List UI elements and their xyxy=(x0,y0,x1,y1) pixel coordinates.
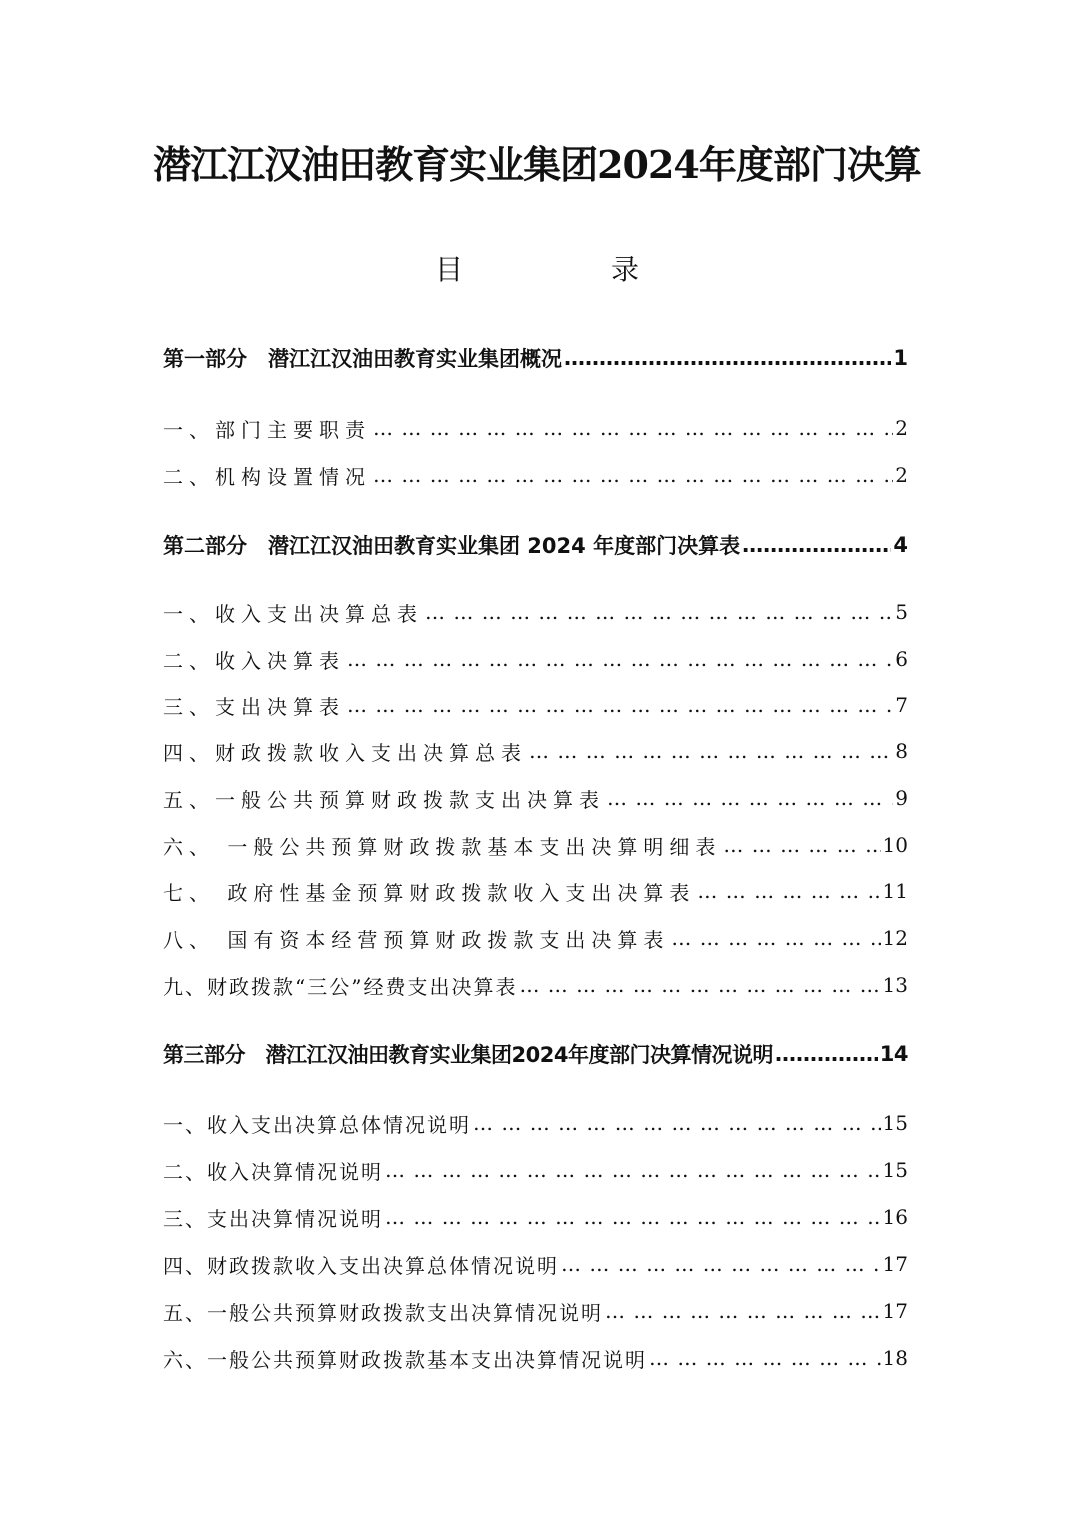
dot-leader xyxy=(347,693,893,717)
toc-entry-label: 一、收入支出决算总表 xyxy=(163,601,423,626)
toc-page-number: 7 xyxy=(895,693,908,717)
toc-item[interactable] xyxy=(163,685,908,725)
dot-leader xyxy=(697,879,880,903)
toc-heading: 目 录 xyxy=(434,253,699,286)
dot-leader xyxy=(373,416,893,440)
toc-page-number: 5 xyxy=(895,600,908,624)
dot-leader xyxy=(385,1158,881,1182)
toc-page-number: 1 xyxy=(893,346,908,370)
toc-part-1[interactable] xyxy=(163,338,908,378)
toc-item[interactable] xyxy=(163,778,908,818)
toc-page-number: 14 xyxy=(879,1042,908,1066)
dot-leader xyxy=(561,1252,881,1276)
toc-entry-label: 七、 政府性基金预算财政拨款收入支出决算表 xyxy=(163,880,696,905)
toc-item[interactable] xyxy=(163,1291,908,1331)
toc-item[interactable] xyxy=(163,1103,908,1143)
toc-page-number: 13 xyxy=(882,973,908,997)
toc-page-number: 15 xyxy=(882,1111,908,1135)
toc-page-number: 2 xyxy=(895,416,908,440)
toc-item[interactable] xyxy=(163,871,908,911)
dot-leader xyxy=(373,463,893,487)
dot-leader xyxy=(385,1205,881,1229)
toc-entry-label: 二、收入决算情况说明 xyxy=(163,1159,383,1184)
toc-page-number: 17 xyxy=(882,1299,908,1323)
dot-leader xyxy=(742,533,891,557)
toc-entry-label: 第一部分 潜江江汉油田教育实业集团概况 xyxy=(163,347,562,371)
toc-page-number: 9 xyxy=(895,786,908,810)
toc-page-number: 11 xyxy=(882,879,908,903)
toc-item[interactable] xyxy=(163,1150,908,1190)
toc-item[interactable] xyxy=(163,825,908,865)
toc-item[interactable] xyxy=(163,918,908,958)
toc-item[interactable] xyxy=(163,1244,908,1284)
toc-entry-label: 六、 一般公共预算财政拨款基本支出决算明细表 xyxy=(163,834,722,859)
toc-page-number: 17 xyxy=(882,1252,908,1276)
toc-entry-label: 二、机构设置情况 xyxy=(163,464,371,489)
toc-item[interactable] xyxy=(163,965,908,1005)
toc-item[interactable] xyxy=(163,731,908,771)
dot-leader xyxy=(347,647,893,671)
toc-entry-label: 四、财政拨款收入支出决算总表 xyxy=(163,740,527,765)
toc-page-number: 8 xyxy=(895,739,908,763)
toc-entry-label: 五、一般公共预算财政拨款支出决算表 xyxy=(163,787,605,812)
dot-leader xyxy=(671,926,880,950)
toc-page-number: 2 xyxy=(895,463,908,487)
toc-entry-label: 一、部门主要职责 xyxy=(163,417,371,442)
toc-entry-label: 五、一般公共预算财政拨款支出决算情况说明 xyxy=(163,1300,603,1325)
toc-item[interactable] xyxy=(163,639,908,679)
toc-entry-label: 第三部分 潜江江汉油田教育实业集团2024年度部门决算情况说明 xyxy=(163,1043,773,1067)
toc-entry-label: 第二部分 潜江江汉油田教育实业集团 2024 年度部门决算表 xyxy=(163,534,741,558)
toc-part-3[interactable] xyxy=(163,1034,908,1074)
dot-leader xyxy=(723,833,880,857)
toc-page-number: 4 xyxy=(893,533,908,557)
dot-leader xyxy=(775,1042,878,1066)
toc-item[interactable] xyxy=(163,1338,908,1378)
toc-entry-label: 三、支出决算情况说明 xyxy=(163,1206,383,1231)
toc-entry-label: 四、财政拨款收入支出决算总体情况说明 xyxy=(163,1253,559,1278)
dot-leader xyxy=(529,739,893,763)
toc-item[interactable] xyxy=(163,592,908,632)
dot-leader xyxy=(649,1346,881,1370)
dot-leader xyxy=(605,1299,881,1323)
toc-entry-label: 九、财政拨款“三公”经费支出决算表 xyxy=(163,974,518,999)
toc-part-2[interactable] xyxy=(163,525,908,565)
toc-item[interactable] xyxy=(163,408,908,448)
toc-item[interactable] xyxy=(163,1197,908,1237)
toc-entry-label: 二、收入决算表 xyxy=(163,648,345,673)
toc-page-number: 16 xyxy=(882,1205,908,1229)
document-title: 潜江江汉油田教育实业集团2024年度部门决算 xyxy=(153,142,921,187)
toc-page-number: 12 xyxy=(882,926,908,950)
dot-leader xyxy=(425,600,893,624)
toc-entry-label: 一、收入支出决算总体情况说明 xyxy=(163,1112,471,1137)
toc-page-number: 6 xyxy=(895,647,908,671)
toc-page-number: 18 xyxy=(882,1346,908,1370)
toc-page-number: 15 xyxy=(882,1158,908,1182)
toc-entry-label: 八、 国有资本经营预算财政拨款支出决算表 xyxy=(163,927,670,952)
toc-entry-label: 三、支出决算表 xyxy=(163,694,345,719)
dot-leader xyxy=(519,973,880,997)
dot-leader xyxy=(607,786,893,810)
toc-item[interactable] xyxy=(163,455,908,495)
dot-leader xyxy=(564,346,891,370)
dot-leader xyxy=(473,1111,881,1135)
toc-page-number: 10 xyxy=(882,833,908,857)
toc-entry-label: 六、一般公共预算财政拨款基本支出决算情况说明 xyxy=(163,1347,647,1372)
